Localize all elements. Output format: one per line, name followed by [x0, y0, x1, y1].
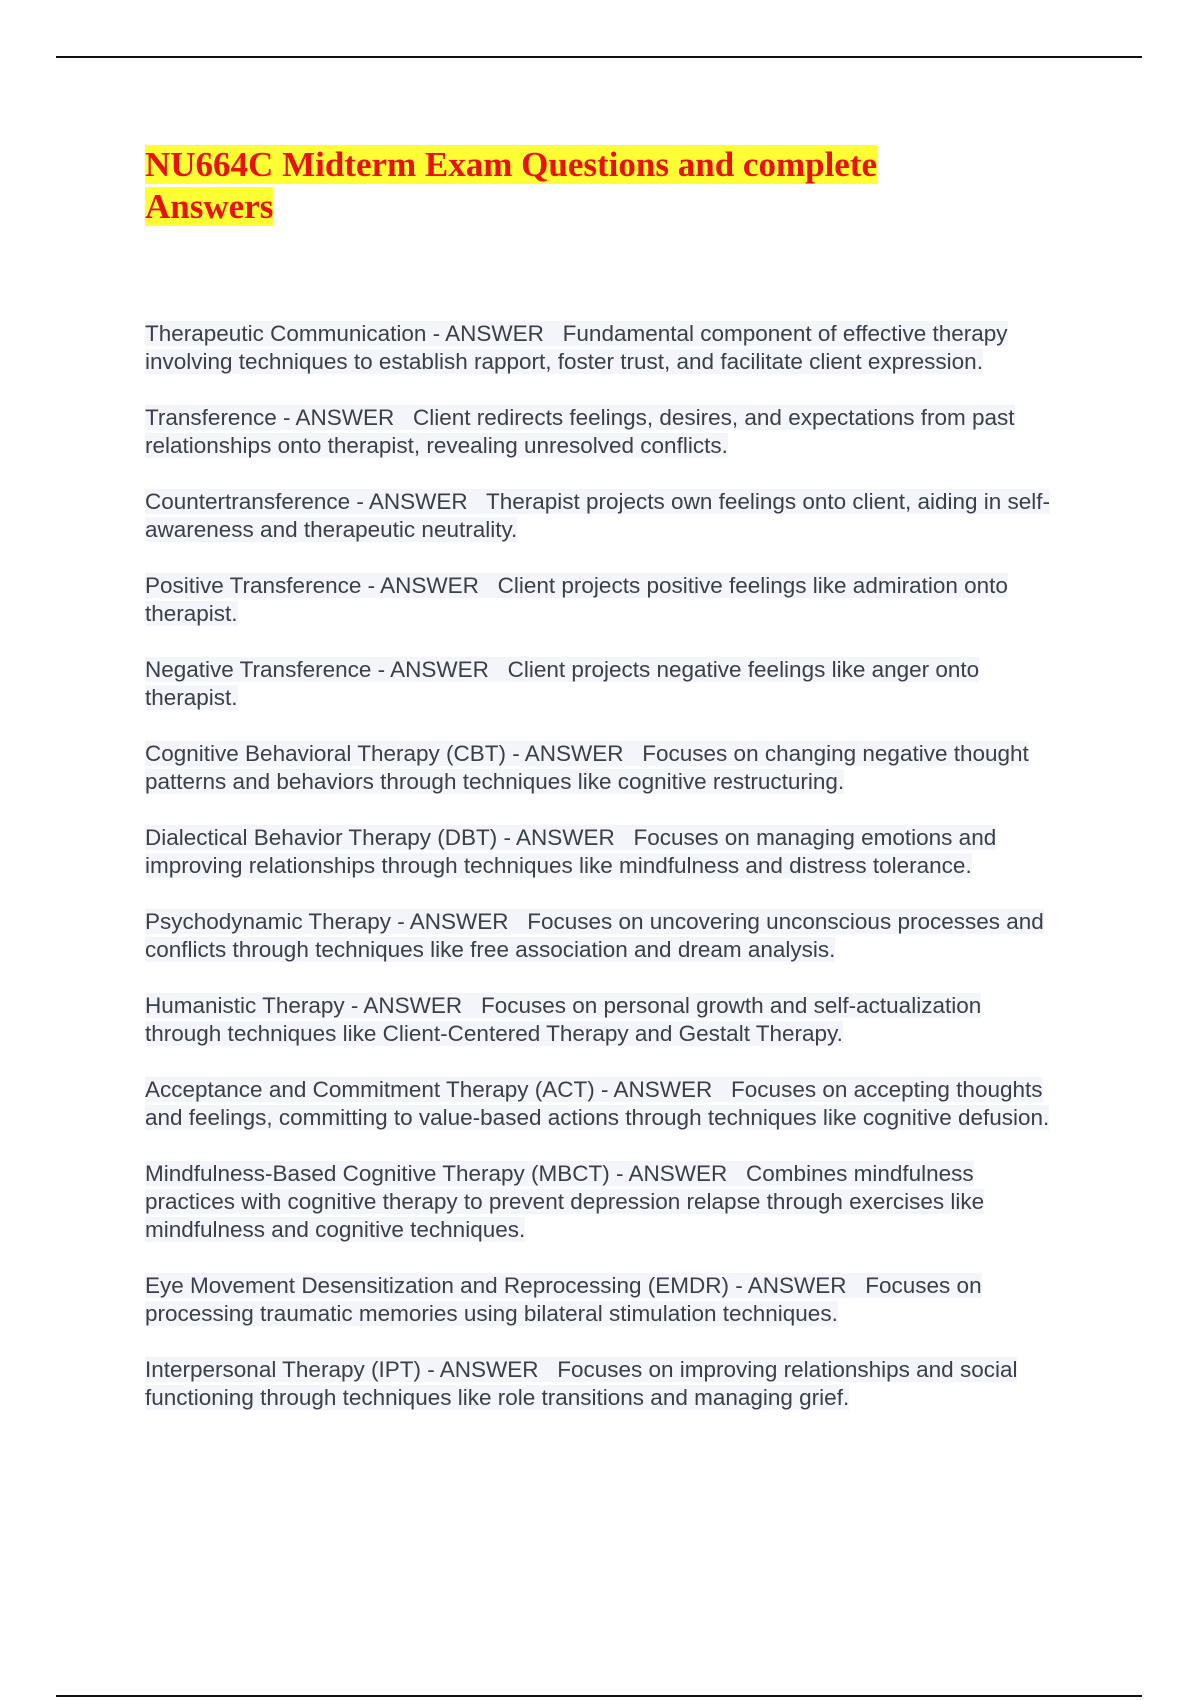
qa-term: Therapeutic Communication - ANSWER	[145, 321, 544, 346]
qa-term: Negative Transference - ANSWER	[145, 657, 489, 682]
qa-answer: Focuses on accepting thoughts and feelings, committing to value-based actions through techniques like cognitive defusion.	[145, 1077, 1050, 1130]
qa-term: Mindfulness-Based Cognitive Therapy (MBCT) - ANSWER	[145, 1161, 728, 1186]
qa-answer: Focuses on processing traumatic memories using bilateral stimulation techniques.	[145, 1273, 982, 1326]
footer-rule	[56, 1695, 1142, 1697]
qa-entry	[145, 824, 1060, 880]
qa-entry	[145, 1076, 1060, 1132]
qa-answer: Fundamental component of effective therapy involving techniques to establish rapport, foster trust, and facilitate client expression.	[145, 321, 1008, 374]
qa-answer: Focuses on improving relationships and social functioning through techniques like role transitions and managing grief.	[145, 1357, 1018, 1410]
qa-answer: Focuses on changing negative thought patterns and behaviors through techniques like cognitive restructuring.	[145, 741, 1029, 794]
qa-term: Cognitive Behavioral Therapy (CBT) - ANSWER	[145, 741, 624, 766]
document-title-text: NU664C Midterm Exam Questions and complete Answers	[145, 145, 878, 226]
qa-entry	[145, 1272, 1060, 1328]
qa-term: Interpersonal Therapy (IPT) - ANSWER	[145, 1357, 539, 1382]
qa-term: Dialectical Behavior Therapy (DBT) - ANSWER	[145, 825, 615, 850]
qa-answer: Focuses on personal growth and self-actualization through techniques like Client-Centered Therapy and Gestalt Therapy.	[145, 993, 982, 1046]
qa-answer: Client projects negative feelings like anger onto therapist.	[145, 657, 980, 710]
qa-answer: Focuses on uncovering unconscious processes and conflicts through techniques like free association and dream analysis.	[145, 909, 1044, 962]
qa-answer: Client projects positive feelings like admiration onto therapist.	[145, 573, 1008, 626]
qa-entry	[145, 740, 1060, 796]
document-title	[145, 144, 945, 228]
qa-term: Eye Movement Desensitization and Reprocessing (EMDR) - ANSWER	[145, 1273, 847, 1298]
qa-answer: Client redirects feelings, desires, and expectations from past relationships onto therapist, revealing unresolved conflicts.	[145, 405, 1015, 458]
qa-entry	[145, 656, 1060, 712]
qa-answer: Focuses on managing emotions and improving relationships through techniques like mindfulness and distress tolerance.	[145, 825, 997, 878]
qa-entry	[145, 908, 1060, 964]
qa-term: Transference - ANSWER	[145, 405, 395, 430]
qa-answer: Therapist projects own feelings onto client, aiding in self-awareness and therapeutic neutrality.	[145, 489, 1051, 542]
qa-answer: Combines mindfulness practices with cognitive therapy to prevent depression relapse through exercises like mindfulness and cognitive techniques.	[145, 1161, 985, 1242]
qa-list	[145, 320, 1075, 1412]
qa-entry	[145, 992, 1060, 1048]
qa-entry	[145, 572, 1060, 628]
qa-term: Countertransference - ANSWER	[145, 489, 468, 514]
document-body	[145, 144, 1075, 1440]
header-rule	[56, 56, 1142, 58]
qa-entry	[145, 488, 1060, 544]
qa-entry	[145, 1160, 1060, 1244]
qa-entry	[145, 320, 1060, 376]
qa-term: Psychodynamic Therapy - ANSWER	[145, 909, 509, 934]
qa-entry	[145, 404, 1060, 460]
qa-term: Positive Transference - ANSWER	[145, 573, 479, 598]
qa-entry	[145, 1356, 1060, 1412]
qa-term: Acceptance and Commitment Therapy (ACT) - ANSWER	[145, 1077, 713, 1102]
qa-term: Humanistic Therapy - ANSWER	[145, 993, 463, 1018]
